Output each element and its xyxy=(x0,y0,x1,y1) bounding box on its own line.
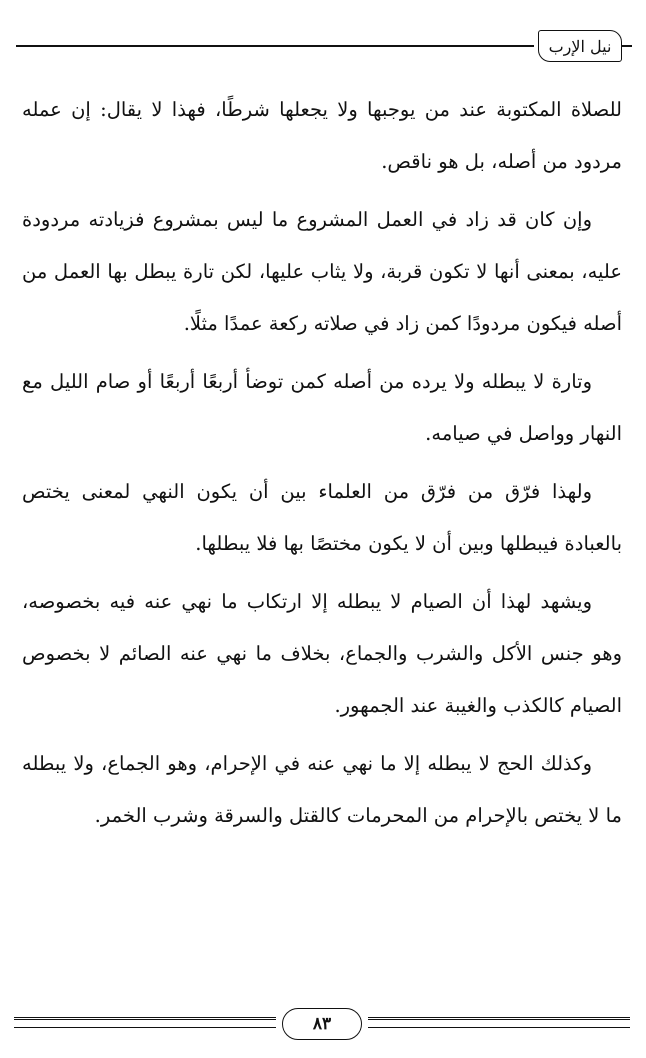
book-title-label: نيل الإرب xyxy=(538,30,622,62)
paragraph-2: وإن كان قد زاد في العمل المشروع ما ليس بمشروع فزيادته مردودة عليه، بمعنى أنها لا تكون قربة، ولا يثاب عليها، لكن تارة يبطل بها العمل من أصله فيكون مردودًا كمن زاد في صلاته ركعة عمدًا مثلًا. xyxy=(22,208,622,335)
page-body xyxy=(22,84,622,848)
paragraph-6: وكذلك الحج لا يبطله إلا ما نهي عنه في الإحرام، وهو الجماع، ولا يبطله ما لا يختص بالإحرام من المحرمات كالقتل والسرقة وشرب الخمر. xyxy=(22,752,622,827)
footer-rule-left xyxy=(14,1017,276,1020)
page-footer xyxy=(14,1008,630,1044)
paragraph-1: للصلاة المكتوبة عند من يوجبها ولا يجعلها شرطًا، فهذا لا يقال: إن عمله مردود من أصله، بل هو ناقص. xyxy=(22,98,622,173)
footer-rule-right-thin xyxy=(368,1027,630,1028)
page-header xyxy=(16,28,626,68)
footer-rule-right xyxy=(368,1017,630,1020)
paragraph-4: ولهذا فرّق من فرّق من العلماء بين أن يكون النهي لمعنى يختص بالعبادة فيبطلها وبين أن لا يكون مختصًا بها فلا يبطلها. xyxy=(22,480,622,555)
footer-rule-left-thin xyxy=(14,1027,276,1028)
page-number: ٨٣ xyxy=(282,1008,362,1040)
paragraph-3: وتارة لا يبطله ولا يرده من أصله كمن توضأ أربعًا أربعًا أو صام الليل مع النهار وواصل في صيامه. xyxy=(22,370,622,445)
header-rule xyxy=(16,45,534,47)
header-rule-tick xyxy=(622,45,632,47)
paragraph-5: ويشهد لهذا أن الصيام لا يبطله إلا ارتكاب ما نهي عنه فيه بخصوصه، وهو جنس الأكل والشرب والجماع، بخلاف ما نهي عنه الصائم لا بخصوص الصيام كالكذب والغيبة عند الجمهور. xyxy=(22,590,622,717)
